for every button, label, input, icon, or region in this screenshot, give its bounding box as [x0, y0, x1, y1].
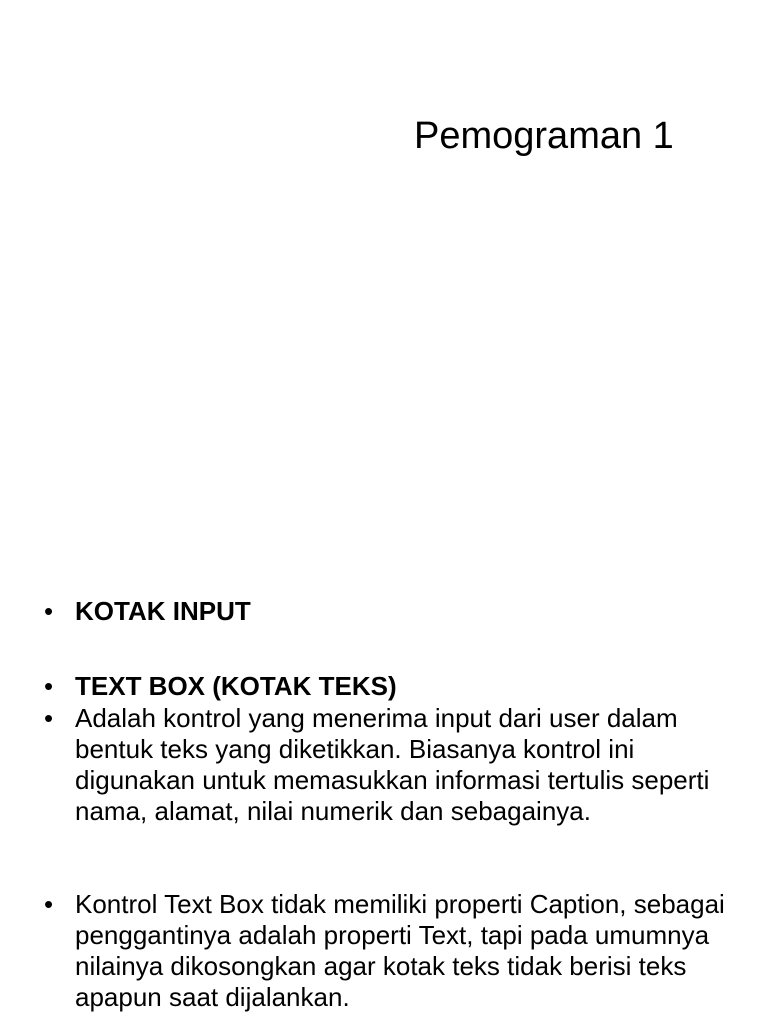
bullet-text: TEXT BOX (KOTAK TEKS) — [75, 671, 397, 701]
bullet-item-caption-note — [44, 889, 734, 1013]
bullet-item-text-box — [44, 671, 734, 702]
bullet-list — [44, 596, 734, 1013]
bullet-text: Kontrol Text Box tidak memiliki properti Caption, sebagai penggantinya adalah properti Text, tapi pada umumnya nilainya dikosongkan agar kotak teks tidak berisi teks apapun saat dijalankan. — [75, 889, 725, 1012]
bullet-item-kotak-input — [44, 596, 734, 627]
bullet-dot-icon: • — [44, 889, 54, 919]
bullet-dot-icon: • — [44, 671, 54, 701]
bullet-text: KOTAK INPUT — [75, 596, 251, 626]
bullet-item-definition — [44, 703, 734, 827]
slide-title: Pemograman 1 — [414, 115, 674, 157]
bullet-dot-icon: • — [44, 703, 54, 733]
bullet-dot-icon: • — [44, 596, 54, 626]
bullet-text: Adalah kontrol yang menerima input dari user dalam bentuk teks yang diketikkan. Biasanya kontrol ini digunakan untuk memasukkan informasi tertulis seperti nama, alamat, nilai numerik dan sebagainya. — [75, 703, 710, 826]
